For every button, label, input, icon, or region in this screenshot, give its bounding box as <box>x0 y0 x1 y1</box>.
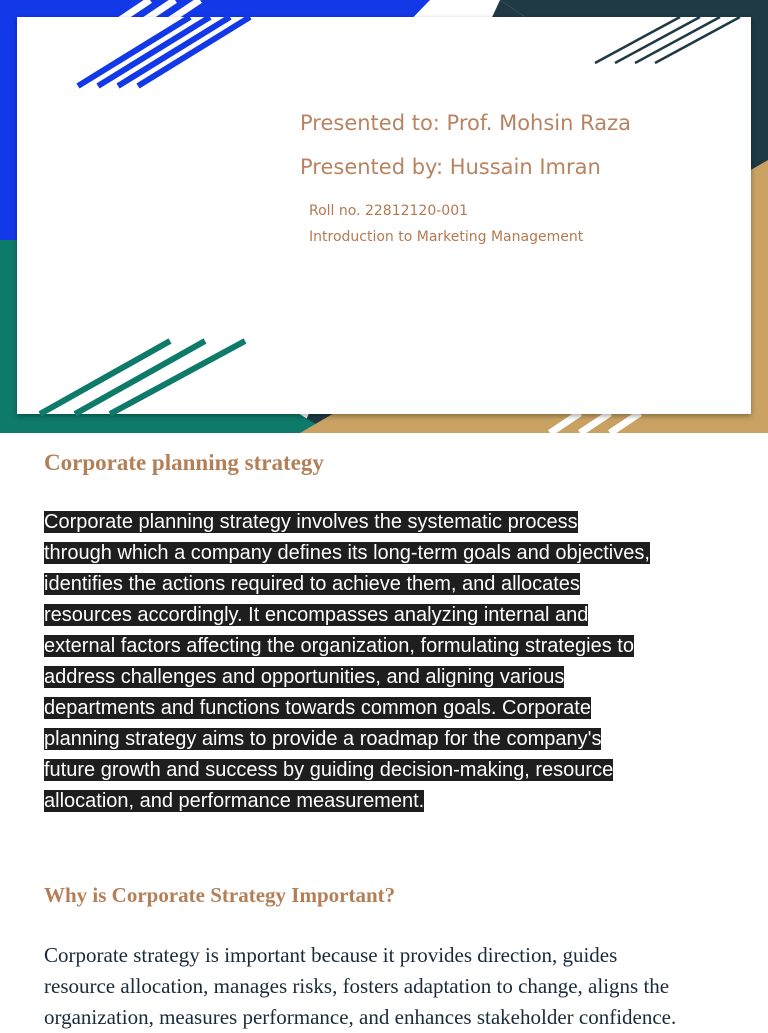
course-title: Introduction to Marketing Management <box>309 229 584 245</box>
paragraph-line: Corporate planning strategy involves the systematic process <box>44 511 578 533</box>
section-heading-corporate-planning: Corporate planning strategy <box>44 450 324 475</box>
paragraph-line: identifies the actions required to achieve them, and allocates <box>44 573 580 595</box>
cover-slide <box>0 0 768 433</box>
paragraph-line: address challenges and opportunities, and aligning various <box>44 666 565 688</box>
body-paragraph <box>44 940 744 1033</box>
paragraph-line: departments and functions towards common goals. Corporate <box>44 697 591 719</box>
paragraph-line: planning strategy aims to provide a roadmap for the company's <box>44 728 602 750</box>
paragraph-line: organization, measures performance, and enhances stakeholder confidence. <box>44 1005 677 1029</box>
paragraph-line: resource allocation, manages risks, fosters adaptation to change, aligns the <box>44 974 670 998</box>
paragraph-line: allocation, and performance measurement. <box>44 790 425 812</box>
section-heading-why-important: Why is Corporate Strategy Important? <box>44 883 396 907</box>
roll-number: Roll no. 22812120-001 <box>309 203 469 219</box>
paragraph-line: future growth and success by guiding decision-making, resource <box>44 759 614 781</box>
paragraph-line: through which a company defines its long-term goals and objectives, <box>44 542 650 564</box>
presented-by: Presented by: Hussain Imran <box>300 155 601 179</box>
paragraph-line: external factors affecting the organization, formulating strategies to <box>44 635 634 657</box>
paragraph-line: Corporate strategy is important because it provides direction, guides <box>44 943 618 967</box>
highlighted-paragraph <box>44 507 744 817</box>
paragraph-line: resources accordingly. It encompasses analyzing internal and <box>44 604 589 626</box>
presented-to: Presented to: Prof. Mohsin Raza <box>300 111 632 135</box>
